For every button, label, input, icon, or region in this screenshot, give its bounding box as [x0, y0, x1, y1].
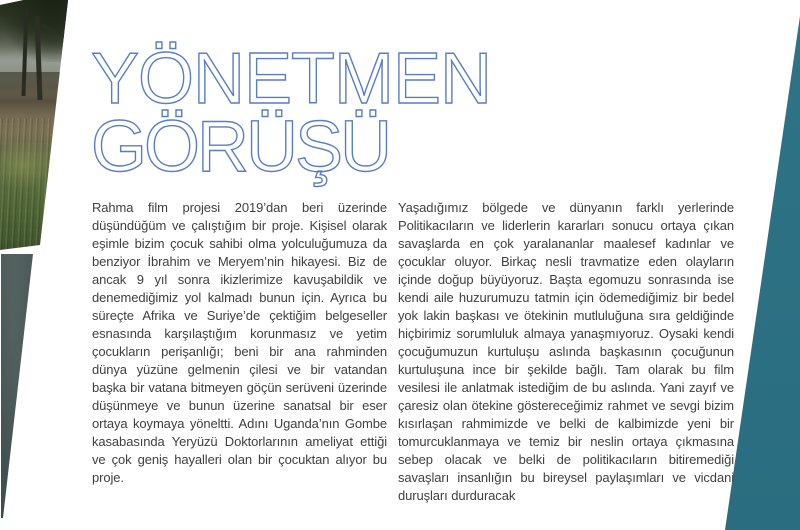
grass-highlight-layer: [0, 140, 58, 190]
rocky-ridge-layer: [0, 72, 70, 96]
left-column-text: Rahma film projesi 2019’dan beri üzerinde düşündüğüm ve çalıştığım bir proje. Kişisel olarak eşimle bizim çocuk sahibi olma yolculuğumuza da benziyor İbrahim ve Meryem’nin hikayesi. Biz de ancak 9 yıl sonra ikizlerimize kavuşabildik ve denemediğimiz yol kalmadı bunun için. Ayrıca bu süreçte Afrika ve Suriye’de çektiğim belgeseller esnasında karşılaştığım korunmasız ve yetim çocukların perişanlığı; beni bir ana rahminden dünya yüzüne gelmenin çilesi ve bir vatandan başka bir vatana bitmeyen göçün serüveni üzerinde düşünmeye ve bunun üzerine sanatsal bir eser ortaya koymaya yöneltti. Adını Uganda’nın Gombe kasabasında Yeryüzü Doktorlarının ameliyat ettiği ve çok geniş hayalleri olan bir çocuktan alıyor bu proje.: [92, 200, 387, 485]
page-title: [91, 39, 492, 187]
dark-photo-wedge: [0, 252, 36, 524]
page-title-line1: YÖNETMEN: [91, 39, 492, 119]
landscape-photo: [0, 0, 70, 252]
body-columns: [92, 199, 734, 505]
right-column-text: Yaşadığımız bölgede ve dünyanın farklı yerlerinde Politikacıların ve liderlerin kararları sonucu ortaya çıkan savaşlarda en çok yaralananlar maalesef kadınlar ve çocuklar oluyor. Birkaç nesli travmatize eden olayların içinde doğup büyüyoruz. Başta egomuzu sonrasında ise kendi aile huzurumuzu tatmin için ödemediğimiz bir bedel yok lakin başkası ve ötekinin mutluluğuna sıra geldiğinde hiçbirimiz sorumluluk almaya yanaşmıyoruz. Oysaki kendi çocuğumuzun kurtuluşu aslında başkasının çocuğunun kurtuluşuna ince bir şekilde bağlı. Tam olarak bu film vesilesi ile anlatmak istediğim de bu aslında. Yani zayıf ve çaresiz olan ötekine göstereceğimiz rahmet ve sevgi bizim kısırlaşan rahmimizde ve belki de kalbimizde yeni bir tomurcuklanmaya ve temiz bir neslin ortaya çıkmasına sebep olacak ve belki de politikacıların bitiremediği savaşları insanlığın bu bireysel paylaşımları ve vicdani duruşları durduracak: [398, 200, 734, 503]
page-title-line2: GÖRÜŞÜ: [91, 107, 390, 187]
